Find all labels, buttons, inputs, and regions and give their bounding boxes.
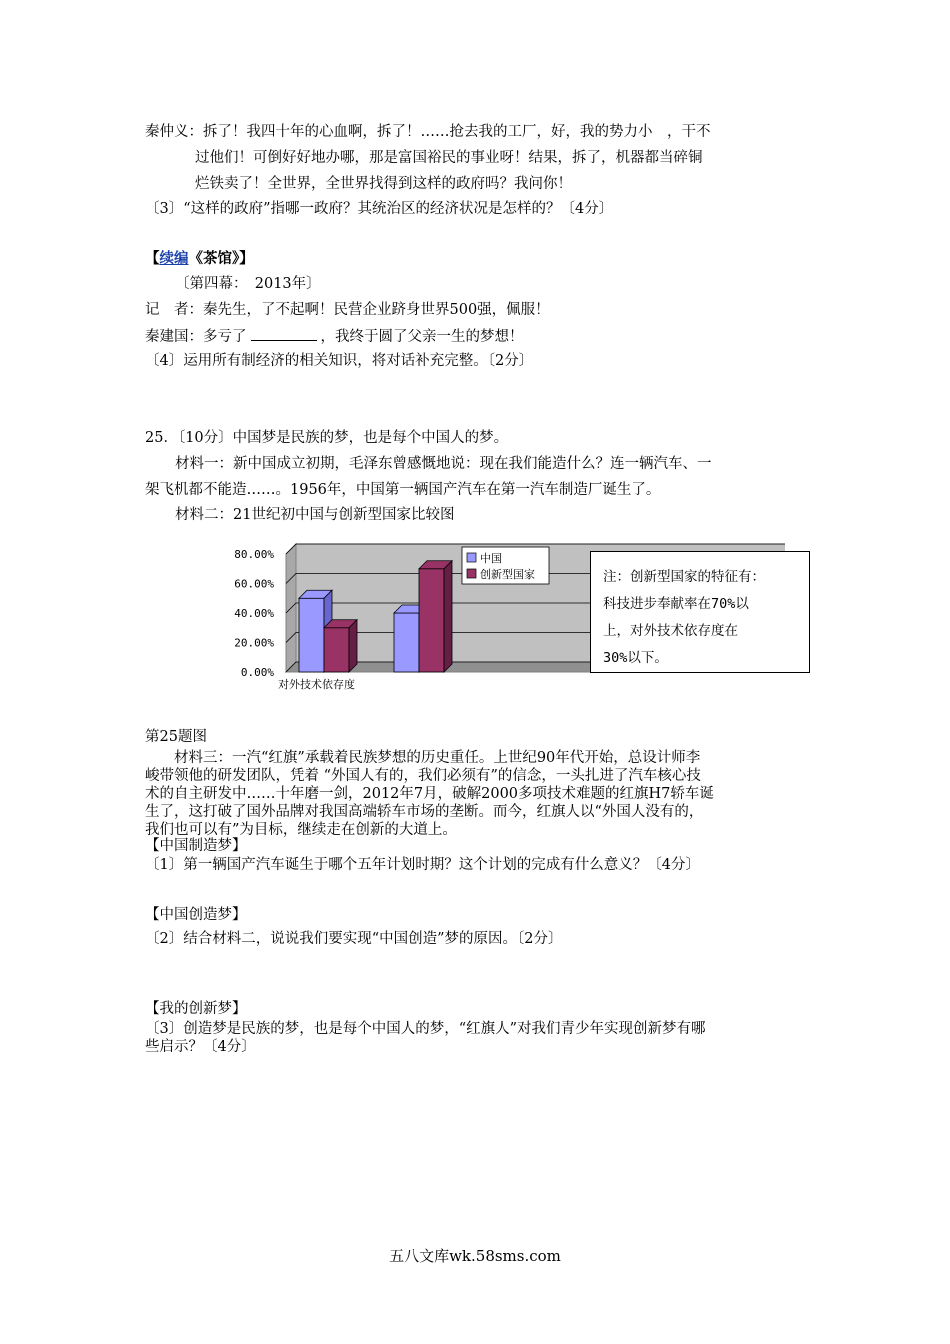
note-line: 科技进步奉献率在70%以 [603, 596, 749, 612]
note-line: 上，对外技术依存度在 [603, 623, 738, 639]
bracket: 【 [145, 250, 160, 267]
y-tick-label: 80.00% [234, 548, 274, 561]
material-2-title: 材料二：21世纪初中国与创新型国家比较图 [175, 507, 455, 523]
heading-china-made: 【中国制造梦】 [145, 838, 247, 854]
answer-blank[interactable] [251, 326, 317, 341]
y-tick-label: 20.00% [234, 636, 274, 650]
bar-side [349, 620, 357, 672]
line-start: 秦建国：多亏了 [145, 329, 247, 345]
y-tick-label: 0.00% [240, 666, 274, 679]
heading-china-create: 【中国创造梦】 [145, 907, 247, 923]
figure-caption: 第25题图 [145, 729, 207, 745]
y-tick-label: 40.00% [234, 607, 274, 620]
question-1: 〔1〕第一辆国产汽车诞生于哪个五年计划时期？这个计划的完成有什么意义？〔4分〕 [145, 857, 700, 873]
note-line: 30%以下。 [603, 650, 668, 666]
bar [324, 628, 349, 672]
material-1-line: 材料一：新中国成立初期，毛泽东曾感慨地说：现在我们能造什么？连一辆汽车、一 [175, 456, 712, 472]
question-25: 25．〔10分〕中国梦是民族的梦，也是每个中国人的梦。 [145, 430, 509, 446]
reporter-line: 记 者：秦先生，了不起啊！民营企业跻身世界500强，佩服！ [145, 302, 550, 318]
section-heading [145, 249, 254, 269]
material-3-line: 术的自主研发中……十年磨一剑，2012年7月，破解2000多项技术难题的红旗H7轿车诞 [145, 786, 714, 802]
footer-watermark: 五八文库wk.58sms.com [389, 1247, 561, 1265]
heading-my-innovation: 【我的创新梦】 [145, 1001, 247, 1017]
question-line: 〔3〕创造梦是民族的梦，也是每个中国人的梦，“红旗人”对我们青少年实现创新梦有哪 [145, 1021, 706, 1037]
heading-text: 《茶馆》】 [188, 250, 254, 267]
bar [419, 569, 444, 672]
legend-label: 创新型国家 [480, 568, 535, 581]
dialogue-line: 烂铁卖了！全世界，全世界找得到这样的政府吗？我问你！ [195, 176, 572, 192]
question-4: 〔4〕运用所有制经济的相关知识，将对话补充完整。〔2分〕 [145, 353, 534, 369]
legend-swatch [467, 569, 476, 578]
material-1-line: 架飞机都不能造……。1956年，中国第一辆国产汽车在第一汽车制造厂诞生了。 [145, 482, 661, 498]
legend-label: 中国 [480, 552, 502, 565]
question-2: 〔2〕结合材料二，说说我们要实现“中国创造”梦的原因。〔2分〕 [145, 931, 563, 947]
question-3-innovation [145, 1020, 815, 1056]
line-end: ，我终于圆了父亲一生的梦想！ [320, 329, 524, 345]
material-3-line: 我们也可以有”为目标，继续走在创新的大道上。 [145, 822, 457, 838]
bar [299, 598, 324, 672]
y-tick-label: 60.00% [234, 577, 274, 591]
question-line: 些启示？〔4分〕 [145, 1039, 256, 1055]
material-3 [145, 749, 815, 839]
dialogue-line [145, 122, 711, 142]
dialogue-line: 过他们！可倒好好地办哪，那是富国裕民的事业呀！结果，拆了，机器都当碎铜 [195, 150, 703, 166]
dialogue-text: 拆了！我四十年的心血啊，拆了！……抢去我的工厂，好，我的势力小 ，干不 [203, 124, 711, 140]
material-3-line: 峻带领他的研发团队，凭着 “外国人有的，我们必须有”的信念，一头扎进了汽车核心技 [145, 768, 701, 784]
chart-note-box [590, 551, 810, 673]
bar-side [444, 561, 452, 672]
question-3: 〔3〕“这样的政府”指哪一政府？其统治区的经济状况是怎样的？〔4分〕 [145, 201, 614, 217]
speaker-qin-zhongyi: 秦仲义： [145, 124, 203, 140]
act-label: 〔第四幕： 2013年〕 [175, 276, 321, 292]
note-line: 注：创新型国家的特征有： [603, 569, 765, 585]
qin-jianguo-line [145, 326, 524, 347]
legend-swatch [467, 553, 476, 562]
material-3-line: 材料三：一汽“红旗”承载着民族梦想的历史重任。上世纪90年代开始，总设计师李 [145, 750, 701, 766]
xubian-link[interactable]: 续编 [159, 250, 189, 267]
x-category-label: 对外技术依存度 [278, 678, 355, 691]
material-3-line: 生了，这打破了国外品牌对我国高端轿车市场的垄断。而今，红旗人以“外国人没有的， [145, 804, 704, 820]
bar [394, 613, 419, 672]
